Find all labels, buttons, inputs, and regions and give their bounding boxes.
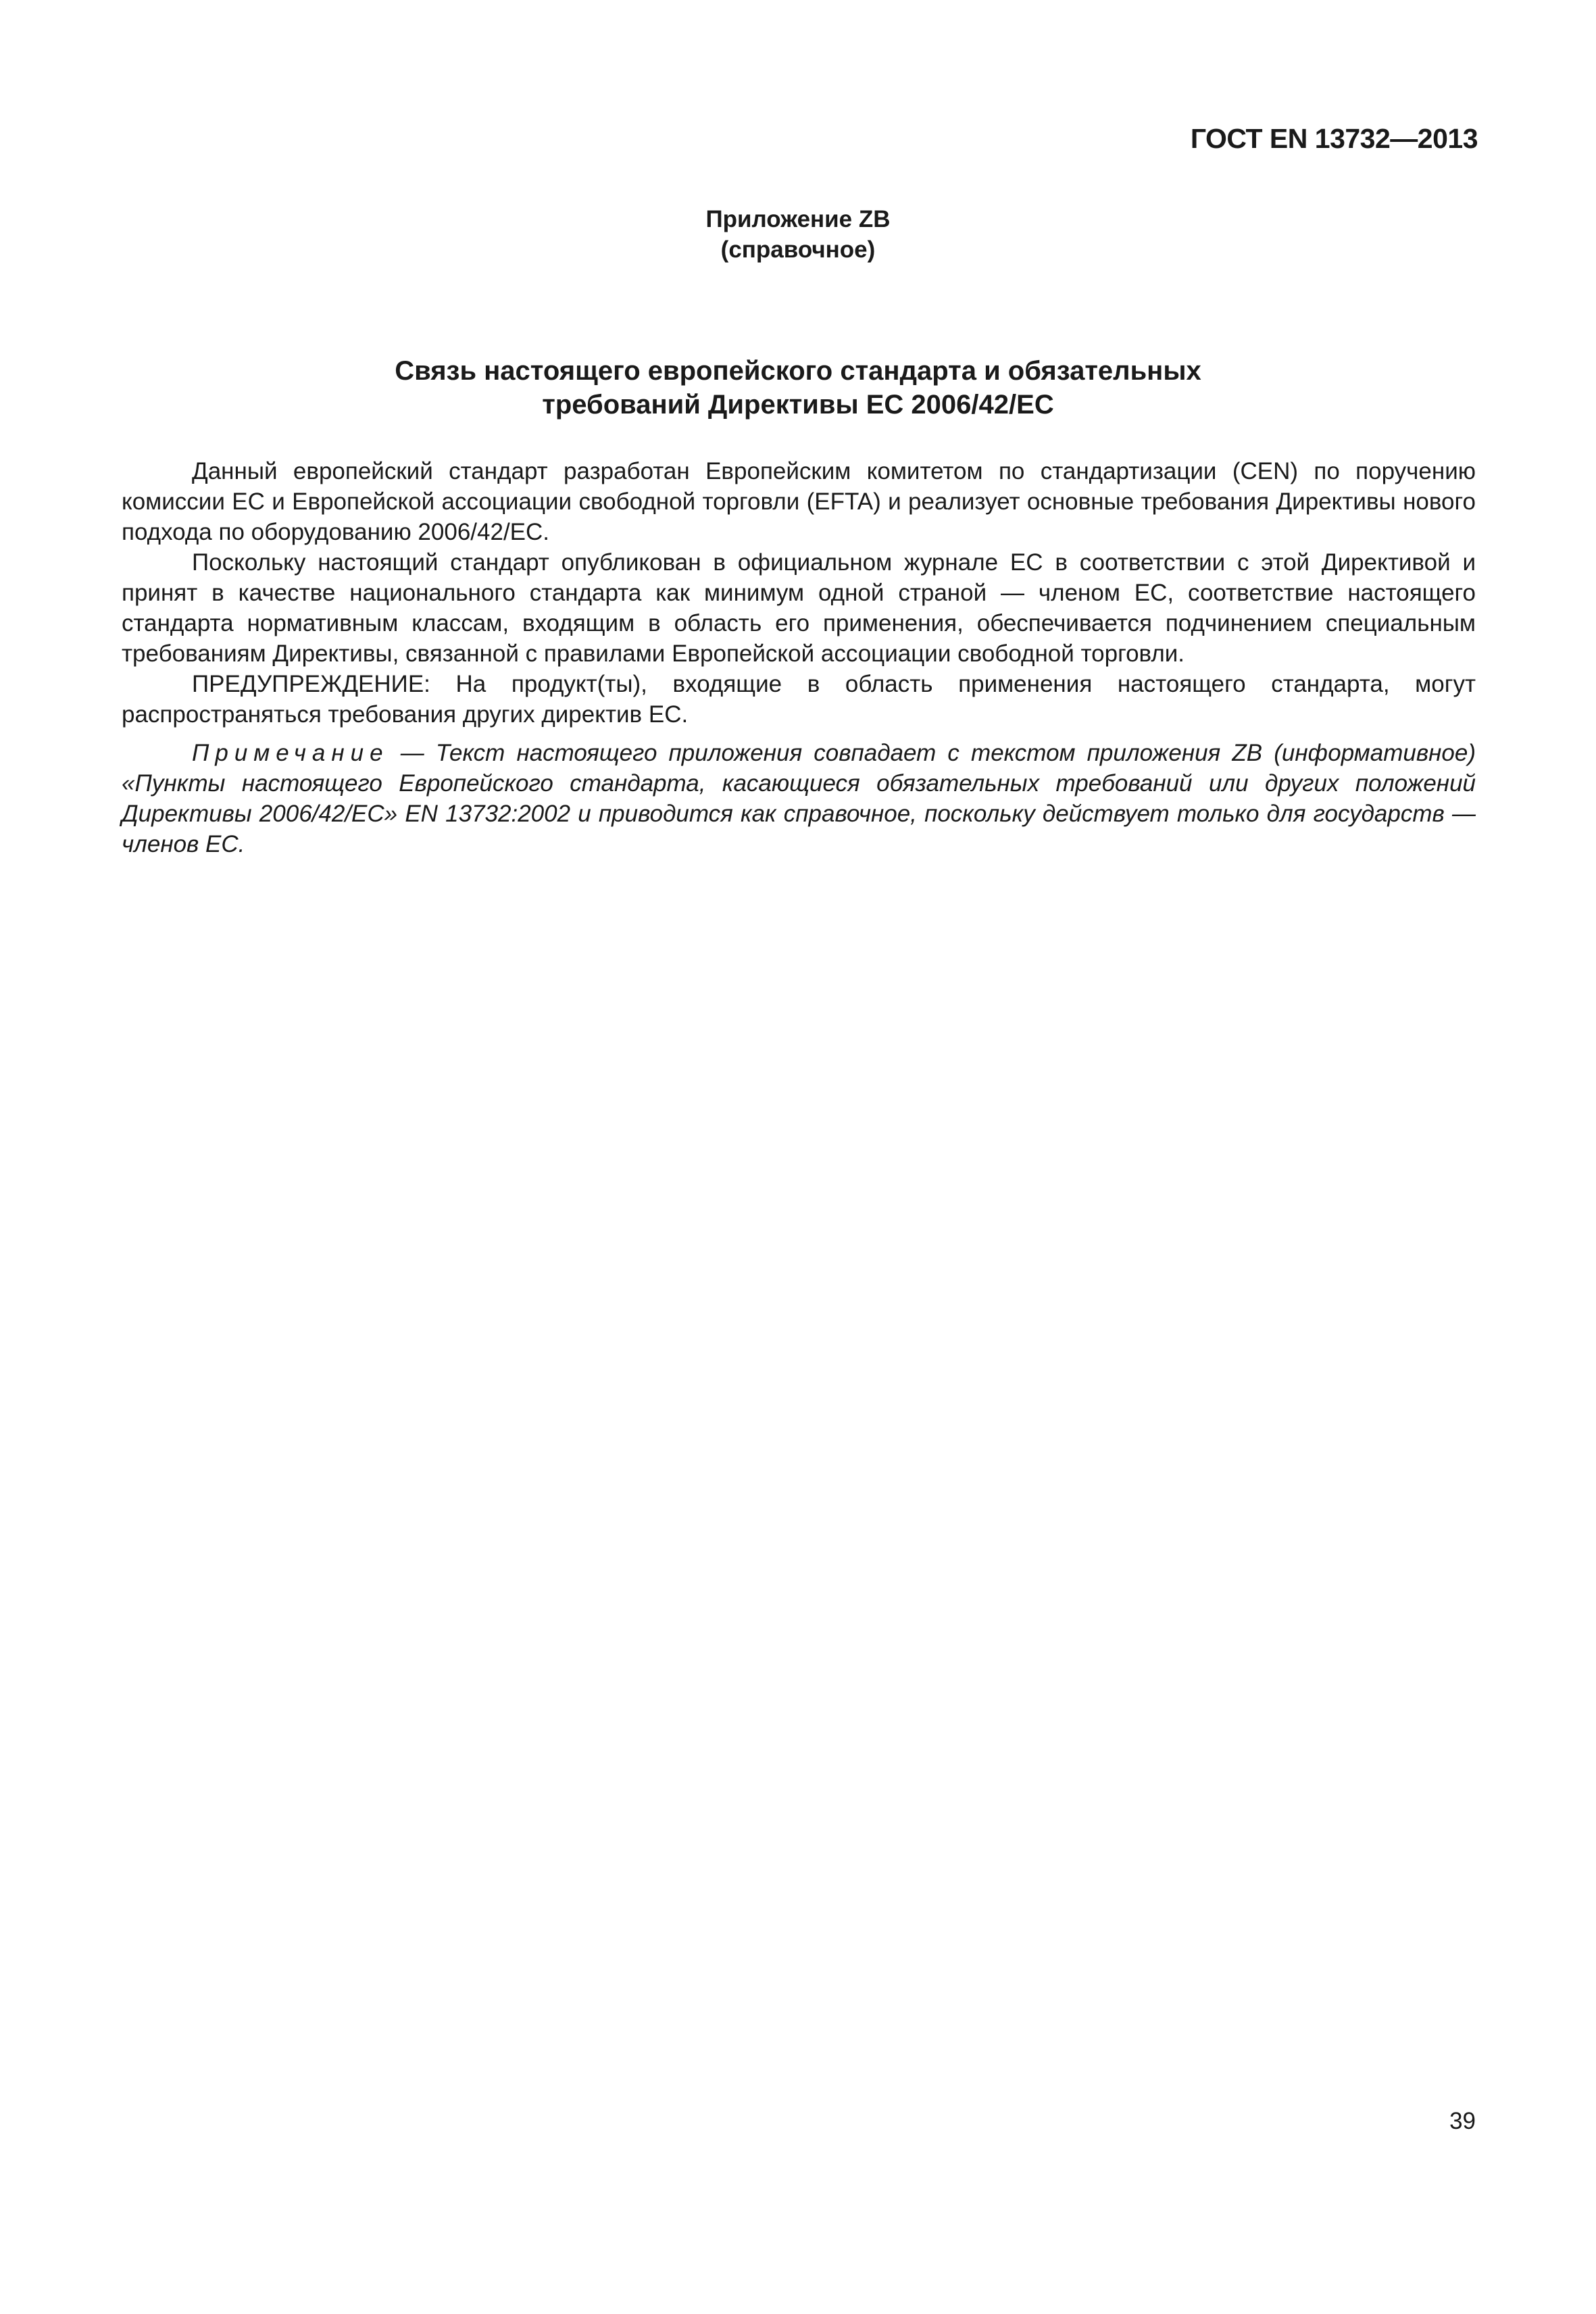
body-text: [122, 456, 1476, 859]
note: [122, 738, 1476, 859]
section-title-line-1: Связь настоящего европейского стандарта и обязательных: [395, 356, 1201, 386]
appendix-heading: [0, 204, 1596, 265]
paragraph-conformity: Поскольку настоящий стандарт опубликован в официальном журнале ЕС в соответствии с этой Директивой и принят в качестве национального стандарта как минимум одной страной — членом ЕС, соответствие настоящего стандарта нормативным классам, входящим в область его применения, обеспечивается подчинением специальным требованиям Директивы, связанной с правилами Европейской ассоциации свободной торговли.: [122, 549, 1476, 667]
paragraph-warning: ПРЕДУПРЕЖДЕНИЕ: На продукт(ты), входящие в область применения настоящего стандарта, могут распространяться требования других директив ЕС.: [122, 671, 1476, 728]
section-title-line-2: требований Директивы ЕС 2006/42/ЕС: [542, 390, 1054, 420]
appendix-subtitle: (справочное): [720, 236, 876, 263]
paragraph-scope: Данный европейский стандарт разработан Европейским комитетом по стандартизации (CEN) по поручению комиссии ЕС и Европейской ассоциации свободной торговли (EFTA) и реализует основные требования Директивы нового подхода по оборудованию 2006/42/ЕС.: [122, 458, 1476, 545]
document-code-header: ГОСТ EN 13732—2013: [1190, 123, 1478, 154]
note-label: Примечание: [192, 740, 389, 766]
section-title: [0, 354, 1596, 422]
page-number: 39: [1449, 2108, 1476, 2134]
appendix-title: Приложение ZB: [705, 206, 891, 232]
note-text: — Текст настоящего приложения совпадает с текстом приложения ZB (информативное) «Пункты настоящего Европейского стандарта, касающиеся обязательных требований или других положений Директивы 2006/42/ЕС» EN 13732:2002 и приводится как справочное, поскольку действует только для государств — членов ЕС.: [122, 740, 1476, 857]
